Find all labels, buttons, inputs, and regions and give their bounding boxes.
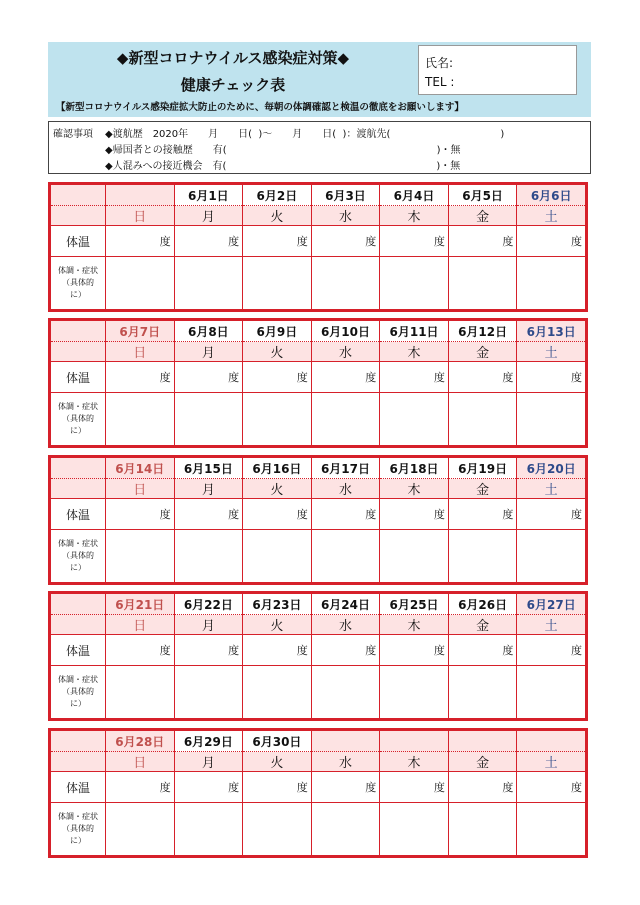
weekday-cell: 金: [448, 615, 517, 635]
weekday-cell: 水: [311, 206, 380, 226]
date-cell: 6月27日: [517, 594, 586, 615]
temp-label: 体温: [51, 772, 106, 803]
symptom-label-line: 体調・症状: [58, 266, 98, 275]
temp-input[interactable]: 度: [243, 226, 312, 257]
date-cell: 6月23日: [243, 594, 312, 615]
symptom-input[interactable]: [311, 666, 380, 719]
symptom-label-line: に）: [70, 699, 86, 708]
temp-input[interactable]: 度: [106, 499, 175, 530]
symptom-input[interactable]: [243, 530, 312, 583]
week-table: [48, 591, 588, 721]
symptom-input[interactable]: [517, 803, 586, 856]
weekday-cell: 土: [517, 479, 586, 499]
symptom-input[interactable]: [174, 257, 243, 310]
temp-input[interactable]: 度: [106, 635, 175, 666]
confirm-travel: ◆渡航歴 2020年 月 日( )～ 月 日( )：渡航先( ): [105, 129, 505, 140]
symptom-label: [51, 257, 106, 310]
temp-input[interactable]: 度: [380, 635, 449, 666]
temp-input[interactable]: 度: [311, 362, 380, 393]
symptom-input[interactable]: [517, 393, 586, 446]
symptom-label-line: （具体的: [62, 687, 94, 696]
temp-input[interactable]: 度: [517, 499, 586, 530]
symptom-input[interactable]: [517, 530, 586, 583]
title-line2: 健康チェック表: [180, 76, 286, 94]
weekday-cell: 土: [517, 752, 586, 772]
temp-input[interactable]: 度: [174, 635, 243, 666]
symptom-label-line: に）: [70, 290, 86, 299]
date-cell: 6月8日: [174, 321, 243, 342]
weekday-cell: 火: [243, 206, 312, 226]
date-cell: 6月24日: [311, 594, 380, 615]
temp-input[interactable]: 度: [448, 226, 517, 257]
title-line1: ◆新型コロナウイルス感染症対策◆: [116, 49, 350, 67]
weekday-cell: 月: [174, 206, 243, 226]
weekday-cell: 土: [517, 342, 586, 362]
weekday-cell: 木: [380, 206, 449, 226]
symptom-label-line: （具体的: [62, 551, 94, 560]
corner-cell: [51, 594, 106, 615]
weekday-cell: 月: [174, 479, 243, 499]
symptom-input[interactable]: [517, 257, 586, 310]
temp-label: 体温: [51, 635, 106, 666]
corner-cell: [51, 479, 106, 499]
temp-input[interactable]: 度: [517, 772, 586, 803]
temp-input[interactable]: 度: [380, 226, 449, 257]
date-cell: 6月18日: [380, 458, 449, 479]
symptom-input[interactable]: [517, 666, 586, 719]
weekday-cell: 水: [311, 752, 380, 772]
date-cell: 6月10日: [311, 321, 380, 342]
temp-input[interactable]: 度: [106, 772, 175, 803]
date-cell: 6月28日: [106, 731, 175, 752]
confirm-label: 確認事項: [53, 129, 93, 140]
date-cell: [311, 731, 380, 752]
symptom-label-line: 体調・症状: [58, 675, 98, 684]
temp-input[interactable]: 度: [243, 635, 312, 666]
name-label: 氏名:: [425, 56, 454, 70]
date-cell: 6月14日: [106, 458, 175, 479]
date-cell: 6月25日: [380, 594, 449, 615]
temp-input[interactable]: 度: [448, 499, 517, 530]
subtitle: 【新型コロナウイルス感染症拡大防止のために、毎朝の体調確認と検温の徹底をお願いします】: [56, 102, 464, 113]
symptom-input[interactable]: [380, 530, 449, 583]
weekday-cell: 木: [380, 752, 449, 772]
weekday-cell: 火: [243, 615, 312, 635]
temp-input[interactable]: 度: [380, 772, 449, 803]
symptom-input[interactable]: [380, 257, 449, 310]
temp-input[interactable]: 度: [517, 226, 586, 257]
confirm-crowd: ◆人混みへの接近機会 有( )・無: [105, 161, 461, 172]
symptom-label-line: （具体的: [62, 824, 94, 833]
week-table: [48, 182, 588, 312]
corner-cell: [51, 752, 106, 772]
weekday-cell: 土: [517, 615, 586, 635]
temp-input[interactable]: 度: [174, 499, 243, 530]
date-cell: 6月22日: [174, 594, 243, 615]
date-cell: 6月19日: [448, 458, 517, 479]
symptom-input[interactable]: [106, 257, 175, 310]
date-cell: 6月17日: [311, 458, 380, 479]
date-cell: 6月13日: [517, 321, 586, 342]
symptom-input[interactable]: [106, 393, 175, 446]
symptom-input[interactable]: [106, 803, 175, 856]
weekday-cell: 月: [174, 752, 243, 772]
confirm-section: [48, 121, 591, 174]
symptom-label-line: 体調・症状: [58, 402, 98, 411]
symptom-input[interactable]: [174, 803, 243, 856]
temp-input[interactable]: 度: [448, 635, 517, 666]
temp-input[interactable]: 度: [517, 635, 586, 666]
symptom-input[interactable]: [311, 530, 380, 583]
weekday-cell: 日: [106, 206, 175, 226]
date-cell: 6月15日: [174, 458, 243, 479]
temp-input[interactable]: 度: [243, 499, 312, 530]
symptom-label-line: 体調・症状: [58, 539, 98, 548]
corner-cell: [51, 458, 106, 479]
symptom-label-line: （具体的: [62, 414, 94, 423]
week-table: [48, 455, 588, 585]
weekday-cell: 月: [174, 615, 243, 635]
symptom-input[interactable]: [106, 530, 175, 583]
date-cell: 6月2日: [243, 185, 312, 206]
weekday-cell: 月: [174, 342, 243, 362]
temp-input[interactable]: 度: [517, 362, 586, 393]
weekday-cell: 金: [448, 342, 517, 362]
temp-label: 体温: [51, 362, 106, 393]
date-cell: 6月3日: [311, 185, 380, 206]
date-cell: [448, 731, 517, 752]
weekday-cell: 金: [448, 752, 517, 772]
date-cell: 6月4日: [380, 185, 449, 206]
confirm-contact: ◆帰国者との接触歴 有( )・無: [105, 145, 461, 156]
temp-label: 体温: [51, 226, 106, 257]
weekday-cell: 金: [448, 479, 517, 499]
symptom-label: [51, 666, 106, 719]
date-cell: 6月30日: [243, 731, 312, 752]
temp-input[interactable]: 度: [311, 499, 380, 530]
date-cell: 6月29日: [174, 731, 243, 752]
tel-label: TEL :: [425, 75, 455, 89]
temp-input[interactable]: 度: [174, 772, 243, 803]
symptom-input[interactable]: [174, 666, 243, 719]
symptom-label: [51, 530, 106, 583]
date-cell: 6月6日: [517, 185, 586, 206]
symptom-label-line: に）: [70, 563, 86, 572]
temp-input[interactable]: 度: [243, 362, 312, 393]
symptom-input[interactable]: [448, 530, 517, 583]
week-table: [48, 318, 588, 448]
symptom-input[interactable]: [243, 666, 312, 719]
date-cell: 6月1日: [174, 185, 243, 206]
week-table: [48, 728, 588, 858]
symptom-input[interactable]: [174, 530, 243, 583]
symptom-label-line: （具体的: [62, 278, 94, 287]
header-banner: [48, 42, 591, 117]
weekday-cell: 木: [380, 479, 449, 499]
date-cell: 6月11日: [380, 321, 449, 342]
date-cell: [106, 185, 175, 206]
date-cell: [517, 731, 586, 752]
weekday-cell: 土: [517, 206, 586, 226]
corner-cell: [51, 206, 106, 226]
corner-cell: [51, 342, 106, 362]
date-cell: 6月5日: [448, 185, 517, 206]
temp-input[interactable]: 度: [311, 772, 380, 803]
symptom-input[interactable]: [448, 257, 517, 310]
symptom-input[interactable]: [243, 393, 312, 446]
weekday-cell: 火: [243, 752, 312, 772]
symptom-input[interactable]: [243, 257, 312, 310]
symptom-input[interactable]: [448, 666, 517, 719]
temp-input[interactable]: 度: [448, 362, 517, 393]
symptom-label-line: に）: [70, 836, 86, 845]
symptom-input[interactable]: [380, 666, 449, 719]
symptom-input[interactable]: [311, 803, 380, 856]
name-tel-box[interactable]: [418, 45, 577, 95]
symptom-input[interactable]: [243, 803, 312, 856]
weekday-cell: 水: [311, 479, 380, 499]
corner-cell: [51, 185, 106, 206]
weekday-cell: 火: [243, 342, 312, 362]
symptom-input[interactable]: [380, 393, 449, 446]
date-cell: 6月16日: [243, 458, 312, 479]
date-cell: 6月21日: [106, 594, 175, 615]
weekday-cell: 日: [106, 752, 175, 772]
weekday-cell: 水: [311, 342, 380, 362]
date-cell: 6月9日: [243, 321, 312, 342]
temp-input[interactable]: 度: [174, 362, 243, 393]
temp-input[interactable]: 度: [106, 362, 175, 393]
weekday-cell: 金: [448, 206, 517, 226]
symptom-input[interactable]: [174, 393, 243, 446]
weekday-cell: 日: [106, 479, 175, 499]
temp-input[interactable]: 度: [243, 772, 312, 803]
symptom-input[interactable]: [380, 803, 449, 856]
weekday-cell: 火: [243, 479, 312, 499]
temp-input[interactable]: 度: [106, 226, 175, 257]
temp-input[interactable]: 度: [174, 226, 243, 257]
date-cell: 6月20日: [517, 458, 586, 479]
temp-input[interactable]: 度: [380, 499, 449, 530]
corner-cell: [51, 731, 106, 752]
weekday-cell: 木: [380, 342, 449, 362]
symptom-input[interactable]: [448, 393, 517, 446]
corner-cell: [51, 615, 106, 635]
temp-input[interactable]: 度: [311, 226, 380, 257]
symptom-input[interactable]: [311, 257, 380, 310]
symptom-label: [51, 803, 106, 856]
weekday-cell: 日: [106, 342, 175, 362]
corner-cell: [51, 321, 106, 342]
symptom-label-line: 体調・症状: [58, 812, 98, 821]
date-cell: [380, 731, 449, 752]
weekday-cell: 日: [106, 615, 175, 635]
temp-input[interactable]: 度: [448, 772, 517, 803]
temp-label: 体温: [51, 499, 106, 530]
symptom-label-line: に）: [70, 426, 86, 435]
symptom-input[interactable]: [448, 803, 517, 856]
date-cell: 6月12日: [448, 321, 517, 342]
symptom-input[interactable]: [106, 666, 175, 719]
date-cell: 6月26日: [448, 594, 517, 615]
symptom-input[interactable]: [311, 393, 380, 446]
temp-input[interactable]: 度: [380, 362, 449, 393]
symptom-label: [51, 393, 106, 446]
temp-input[interactable]: 度: [311, 635, 380, 666]
weekday-cell: 木: [380, 615, 449, 635]
date-cell: 6月7日: [106, 321, 175, 342]
weekday-cell: 水: [311, 615, 380, 635]
